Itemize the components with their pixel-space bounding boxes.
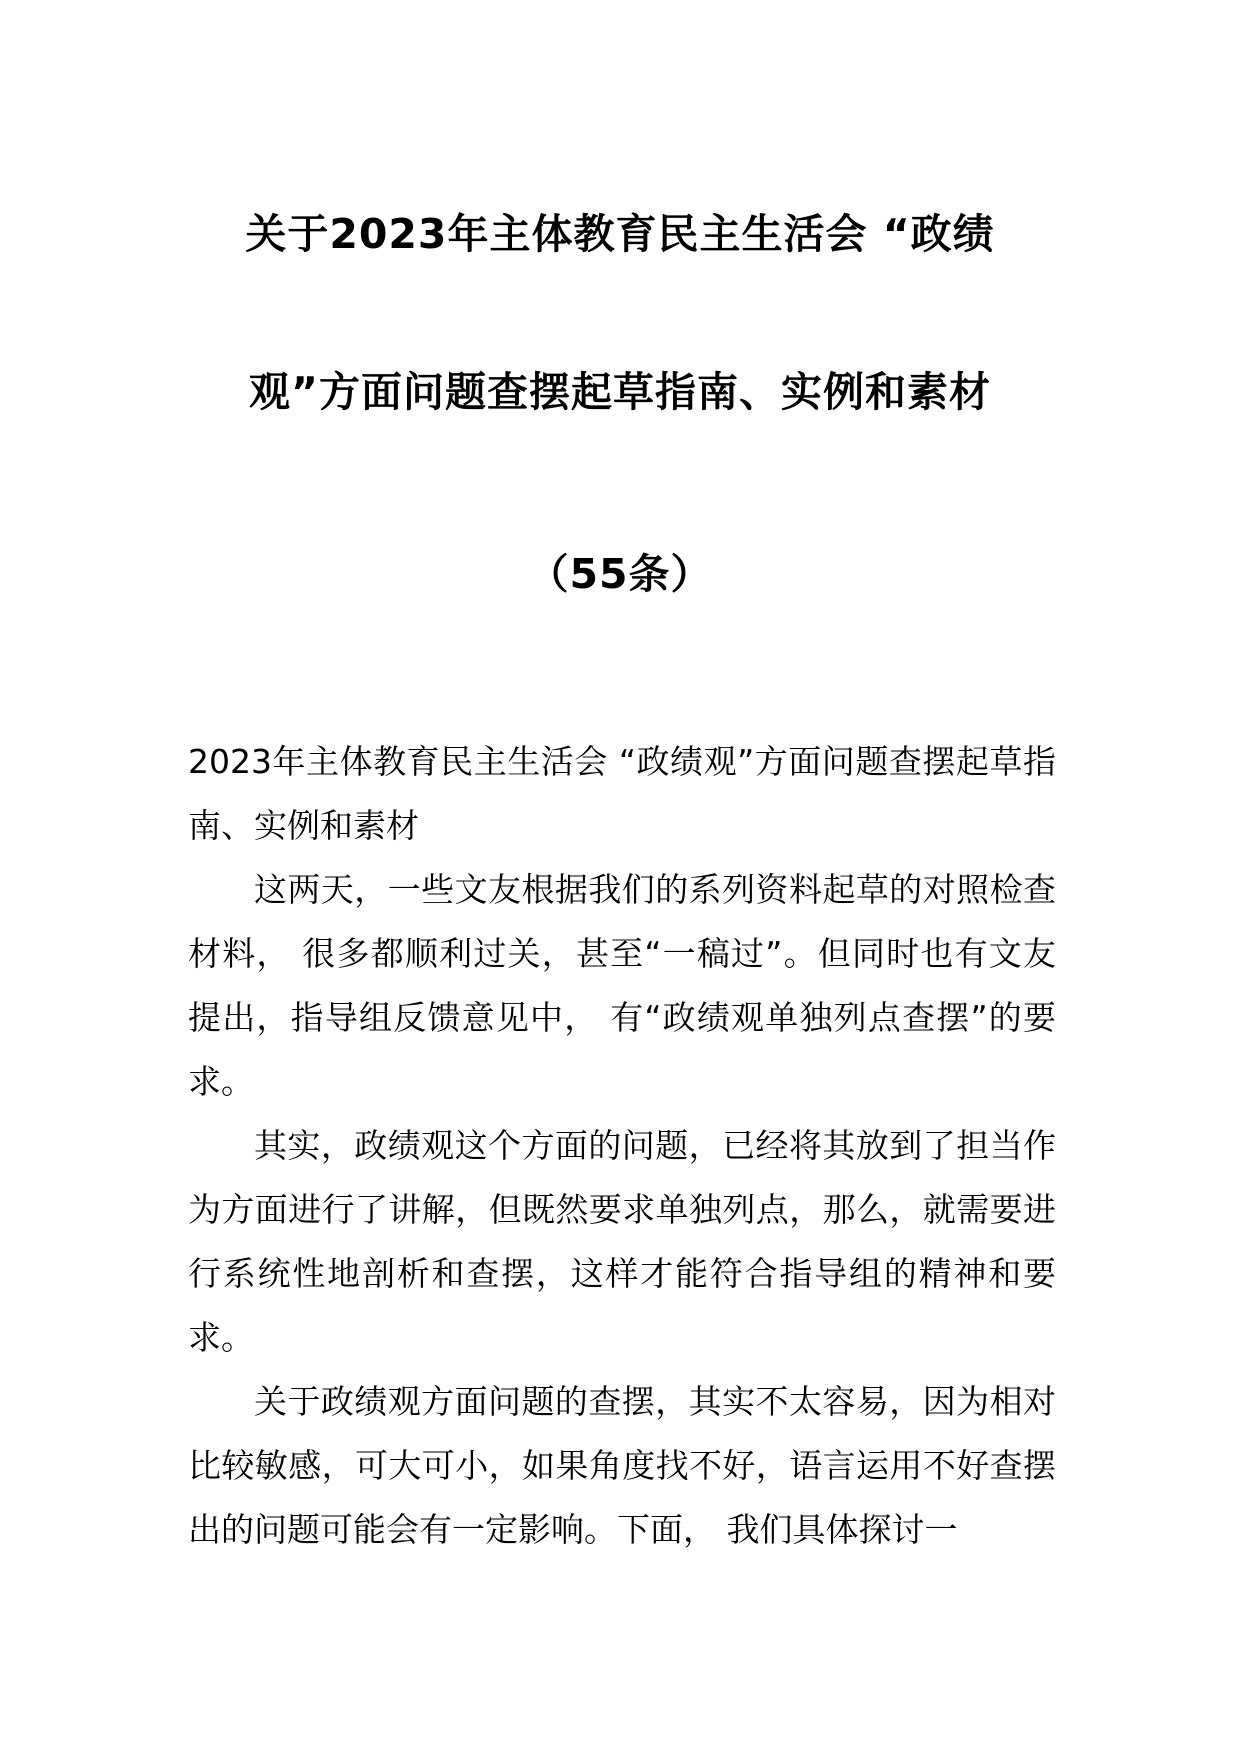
body-subtitle: 2023年主体教育民主生活会 “政绩观”方面问题查摆起草指南、实例和素材: [188, 742, 1056, 845]
document-title-count: （55条）: [527, 550, 713, 598]
document-body: [188, 730, 1056, 1562]
document-title-line-1: 关于2023年主体教育民主生活会 “政绩: [245, 210, 995, 258]
document-title-line-2: 观”方面问题查摆起草指南、实例和素材: [249, 368, 991, 416]
body-paragraph-1: 这两天，一些文友根据我们的系列资料起草的对照检查材料， 很多都顺利过关，甚至“一稿过”。但同时也有文友提出，指导组反馈意见中， 有“政绩观单独列点查摆”的要求。: [188, 870, 1056, 1101]
body-paragraph-2: 其实，政绩观这个方面的问题，已经将其放到了担当作为方面进行了讲解，但既然要求单独列点，那么，就需要进行系统性地剖析和查摆，这样才能符合指导组的精神和要求。: [188, 1126, 1056, 1357]
body-paragraph-3: 关于政绩观方面问题的查摆，其实不太容易，因为相对比较敏感，可大可小，如果角度找不好，语言运用不好查摆出的问题可能会有一定影响。下面， 我们具体探讨一: [188, 1382, 1056, 1549]
